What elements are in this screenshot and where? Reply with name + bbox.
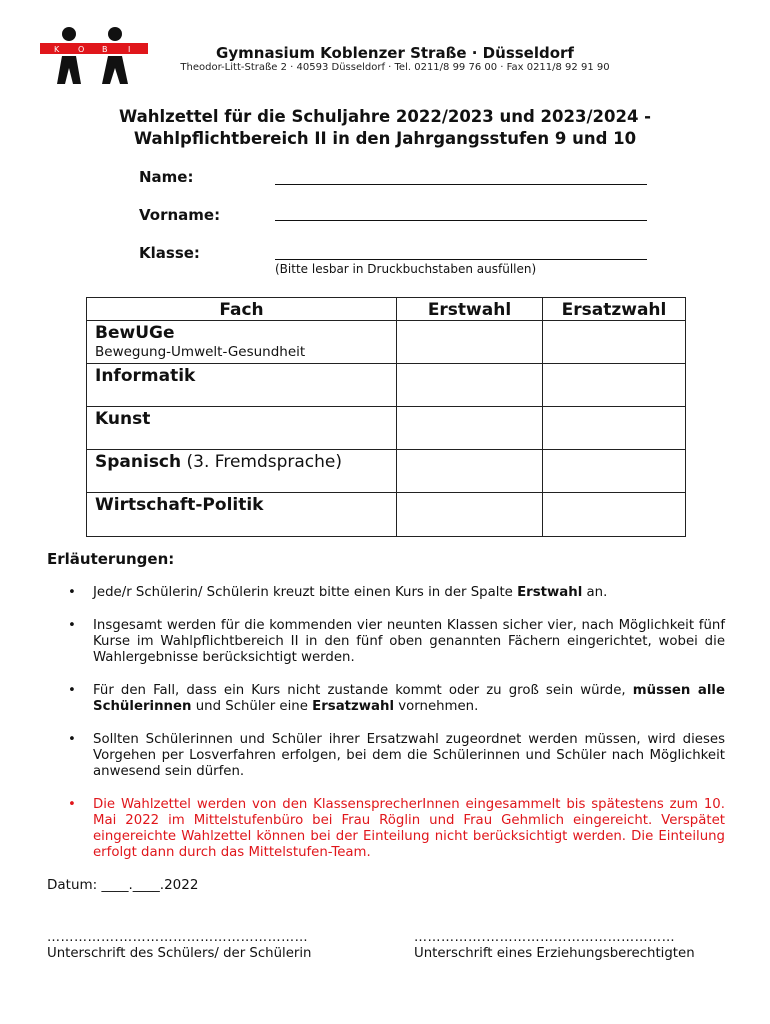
parent-signature-label: Unterschrift eines Erziehungsberechtigten — [414, 946, 695, 961]
erstwahl-checkbox-cell[interactable] — [397, 321, 543, 364]
bullet-icon: • — [68, 618, 76, 633]
table-header-row — [87, 298, 686, 321]
title-line-1: Wahlzettel für die Schuljahre 2022/2023 und 2023/2024 - — [118, 107, 652, 126]
logo-letter: O — [78, 45, 85, 54]
logo-letter: K — [54, 45, 60, 54]
ersatzwahl-checkbox-cell[interactable] — [543, 364, 686, 407]
text-bold: Ersatzwahl — [312, 699, 395, 714]
school-logo — [40, 26, 148, 86]
logo-letter: B — [102, 45, 108, 54]
list-item-text — [93, 683, 725, 715]
subject-name: Spanisch — [95, 452, 182, 472]
ersatzwahl-checkbox-cell[interactable] — [543, 321, 686, 364]
column-header-erstwahl: Erstwahl — [397, 298, 543, 321]
student-signature-label: Unterschrift des Schülers/ der Schülerin — [47, 946, 312, 961]
ersatzwahl-checkbox-cell[interactable] — [543, 407, 686, 450]
subject-cell — [87, 407, 397, 450]
erstwahl-checkbox-cell[interactable] — [397, 407, 543, 450]
erstwahl-checkbox-cell[interactable] — [397, 450, 543, 493]
bullet-icon: • — [68, 797, 76, 812]
student-signature-line[interactable]: …………….…………………………………… — [47, 930, 309, 945]
parent-signature-line[interactable]: …………….…………………………………… — [414, 930, 676, 945]
text-bold: Erstwahl — [517, 585, 583, 600]
column-header-ersatzwahl: Ersatzwahl — [543, 298, 686, 321]
subject-cell — [87, 493, 397, 537]
column-header-fach: Fach — [87, 298, 397, 321]
subject-name: Kunst — [95, 409, 151, 429]
title-line-2: Wahlpflichtbereich II in den Jahrgangsstufen 9 und 10 — [133, 129, 637, 148]
subject-name: BewUGe — [95, 323, 175, 343]
list-item-text: Die Wahlzettel werden von den KlassensprecherInnen eingesammelt bis spätestens zum 10. Mai 2022 im Mittelstufenbüro bei Frau Röglin und Frau Gehmlich eingereicht. Verspätet eingereichte Wahlzettel können bei der Einteilung nicht berücksichtigt werden. Die Einteilung erfolgt dann durch das Mittelstufen-Team. — [93, 797, 725, 860]
table-row — [87, 450, 686, 493]
erstwahl-checkbox-cell[interactable] — [397, 493, 543, 537]
bullet-icon: • — [68, 585, 76, 600]
name-label: Name: — [139, 168, 194, 186]
explanations-heading: Erläuterungen: — [47, 550, 175, 568]
list-item-text — [93, 585, 725, 601]
table-row — [87, 493, 686, 537]
ersatzwahl-checkbox-cell[interactable] — [543, 493, 686, 537]
name-field[interactable] — [275, 184, 647, 185]
subject-cell — [87, 450, 397, 493]
subject-cell — [87, 364, 397, 407]
subject-note: (3. Fremdsprache) — [181, 452, 343, 472]
subject-cell — [87, 321, 397, 364]
text-segment: und Schüler eine — [191, 699, 313, 714]
subject-name: Informatik — [95, 366, 196, 386]
document-title — [40, 106, 730, 150]
bullet-icon: • — [68, 683, 76, 698]
text-segment: vornehmen. — [394, 699, 479, 714]
text-segment: an. — [582, 585, 608, 600]
subject-name: Wirtschaft-Politik — [95, 495, 264, 515]
subject-description: Bewegung-Umwelt-Gesundheit — [95, 344, 306, 360]
vorname-label: Vorname: — [139, 206, 221, 224]
table-row — [87, 407, 686, 450]
ersatzwahl-checkbox-cell[interactable] — [543, 450, 686, 493]
school-address: Theodor-Litt-Straße 2 · 40593 Düsseldorf · Tel. 0211/8 99 76 00 · Fax 0211/8 92 91 90 — [180, 62, 610, 73]
choice-table — [86, 297, 686, 537]
list-item-text: Sollten Schülerinnen und Schüler ihrer Ersatzwahl zugeordnet werden müssen, wird dieses Vorgehen per Losverfahren erfolgen, bei dem die Schülerinnen und Schüler nach Möglichkeit anwesend sein dürfen. — [93, 732, 725, 779]
date-field[interactable]: Datum: ____.____.2022 — [47, 877, 199, 893]
text-bold: müssen alle Schülerinnen — [93, 683, 725, 714]
klasse-label: Klasse: — [139, 244, 200, 262]
vorname-field[interactable] — [275, 220, 647, 221]
klasse-field[interactable] — [275, 259, 647, 260]
bullet-icon: • — [68, 732, 76, 747]
text-segment: Für den Fall, dass ein Kurs nicht zustande kommt oder zu groß sein würde, — [93, 683, 633, 698]
logo-letter: I — [128, 45, 131, 54]
school-name: Gymnasium Koblenzer Straße · Düsseldorf — [216, 44, 574, 62]
field-hint: (Bitte lesbar in Druckbuchstaben ausfüllen) — [275, 262, 537, 276]
table-row — [87, 364, 686, 407]
list-item-text: Insgesamt werden für die kommenden vier neunten Klassen sicher vier, nach Möglichkeit fünf Kurse im Wahlpflichtbereich II in den fünf oben genannten Fächern eingerichtet, wobei die Wahlergebnisse berücksichtigt werden. — [93, 618, 725, 665]
table-row — [87, 321, 686, 364]
text-segment: Jede/r Schülerin/ Schülerin kreuzt bitte einen Kurs in der Spalte — [93, 585, 518, 600]
erstwahl-checkbox-cell[interactable] — [397, 364, 543, 407]
